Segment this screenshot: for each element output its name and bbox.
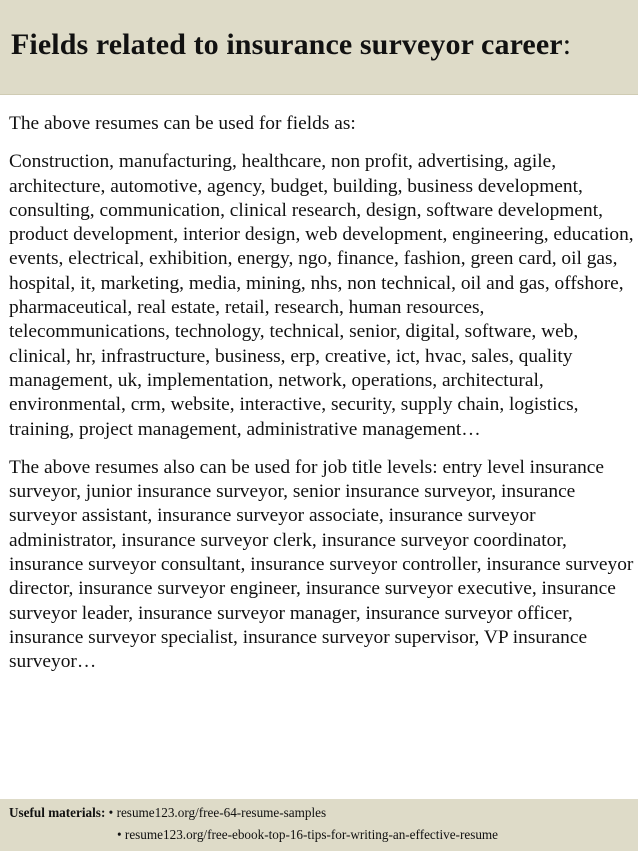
useful-materials-label-text: Useful materials (9, 805, 101, 820)
header-band (0, 0, 638, 95)
body-content (9, 112, 634, 675)
bullet-icon: • (117, 827, 125, 842)
footer-row-1 (9, 802, 326, 824)
footer-row-2 (117, 824, 498, 846)
resume-samples-link[interactable]: resume123.org/free-64-resume-samples (116, 805, 327, 820)
page-title-text: Fields related to insurance surveyor career (11, 28, 563, 61)
intro-text: The above resumes can be used for fields as: (9, 113, 356, 134)
footer-band (0, 799, 638, 851)
bullet-icon: • (108, 805, 117, 820)
fields-list: Construction, manufacturing, healthcare, non profit, advertising, agile, architecture, automotive, agency, budget, building, business development, consulting, communication, clinical research, design, software development, product development, interior design, web development, engineering, education, events, electrical, exhibition, energy, ngo, finance, fashion, green card, oil gas, hospital, it, marketing, media, mining, nhs, non technical, oil and gas, offshore, pharmaceutical, real estate, retail, research, human resources, telecommunications, technology, technical, senior, digital, software, web, clinical, hr, infrastructure, business, erp, creative, ict, hvac, sales, quality management, uk, implementation, network, operations, architectural, environmental, crm, website, interactive, security, supply chain, logistics, training, project management, administrative management… (9, 151, 634, 440)
page-title-colon: : (562, 28, 572, 61)
job-levels-list: The above resumes also can be used for job title levels: entry level insurance surveyor, junior insurance surveyor, senior insurance surveyor, insurance surveyor assistant, insurance surveyor associate, insurance surveyor administrator, insurance surveyor clerk, insurance surveyor coordinator, insurance surveyor consultant, insurance surveyor controller, insurance surveyor director, insurance surveyor engineer, insurance surveyor executive, insurance surveyor leader, insurance surveyor manager, insurance surveyor officer, insurance surveyor specialist, insurance surveyor supervisor, VP insurance surveyor… (9, 456, 634, 673)
page-title (11, 28, 571, 62)
ebook-tips-link[interactable]: resume123.org/free-ebook-top-16-tips-for-writing-an-effective-resume (124, 827, 499, 842)
useful-materials-label (9, 805, 105, 820)
useful-materials-label-colon: : (100, 805, 106, 820)
